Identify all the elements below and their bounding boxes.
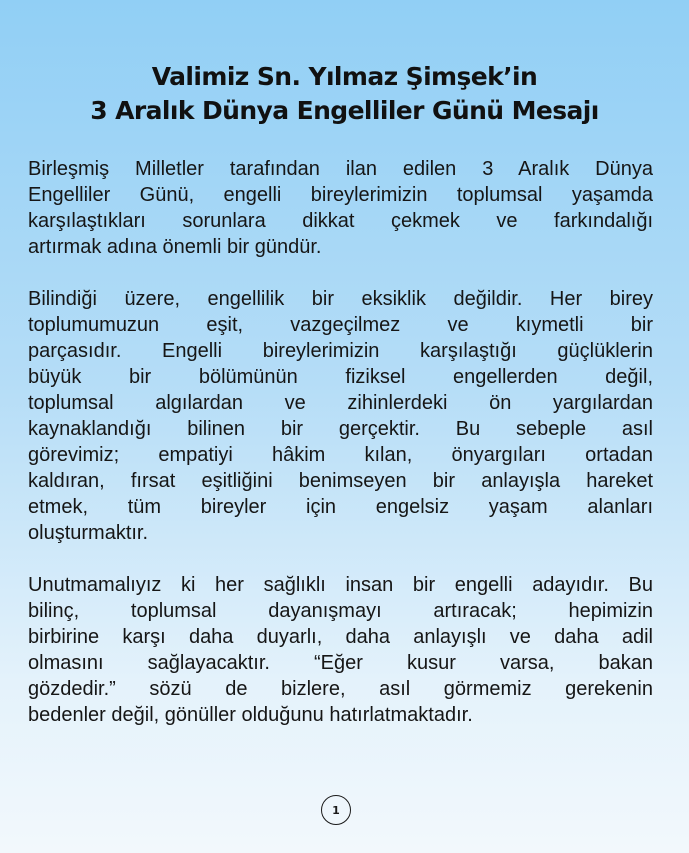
- paragraph-line: birbirine karşı daha duyarlı, daha anlayışlı ve daha adil: [28, 626, 653, 648]
- paragraph-line: toplumsal algılardan ve zihinlerdeki ön yargılardan: [28, 392, 653, 414]
- paragraph-line: Bilindiği üzere, engellilik bir eksiklik değildir. Her birey: [28, 288, 653, 310]
- title-line-1: Valimiz Sn. Yılmaz Şimşek’in: [151, 62, 538, 91]
- paragraph-3: [28, 572, 653, 728]
- paragraph-line: görevimiz; empatiyi hâkim kılan, önyargıları ortadan: [28, 444, 653, 466]
- message-body: [28, 156, 653, 754]
- paragraph-line: bilinç, toplumsal dayanışmayı artıracak; hepimizin: [28, 600, 653, 622]
- paragraph-line: artırmak adına önemli bir gündür.: [28, 236, 322, 258]
- paragraph-line: gözdedir.” sözü de bizlere, asıl görmemiz gerekenin: [28, 678, 653, 700]
- paragraph-line: kaynaklandığı bilinen bir gerçektir. Bu sebeple asıl: [28, 418, 653, 440]
- page-number: 1: [332, 803, 340, 817]
- paragraph-line: Unutmamalıyız ki her sağlıklı insan bir engelli adayıdır. Bu: [28, 574, 653, 596]
- paragraph-line: oluşturmaktır.: [28, 522, 149, 544]
- paragraph-line: parçasıdır. Engelli bireylerimizin karşılaştığı güçlüklerin: [28, 340, 653, 362]
- paragraph-line: kaldıran, fırsat eşitliğini benimseyen bir anlayışla hareket: [28, 470, 653, 492]
- paragraph-line: büyük bir bölümünün fiziksel engellerden değil,: [28, 366, 653, 388]
- paragraph-line: Birleşmiş Milletler tarafından ilan edilen 3 Aralık Dünya: [28, 158, 653, 180]
- paragraph-line: karşılaştıkları sorunlara dikkat çekmek ve farkındalığı: [28, 210, 653, 232]
- paragraph-line: toplumumuzun eşit, vazgeçilmez ve kıymetli bir: [28, 314, 653, 336]
- paragraph-line: Engelliler Günü, engelli bireylerimizin toplumsal yaşamda: [28, 184, 653, 206]
- page-title: [0, 60, 689, 128]
- paragraph-2: [28, 286, 653, 546]
- paragraph-line: olmasını sağlayacaktır. “Eğer kusur varsa, bakan: [28, 652, 653, 674]
- paragraph-line: etmek, tüm bireyler için engelsiz yaşam alanları: [28, 496, 653, 518]
- paragraph-line: bedenler değil, gönüller olduğunu hatırlatmaktadır.: [28, 704, 473, 726]
- page-number-badge: [321, 795, 351, 825]
- title-line-2: 3 Aralık Dünya Engelliler Günü Mesajı: [90, 96, 599, 125]
- paragraph-1: [28, 156, 653, 260]
